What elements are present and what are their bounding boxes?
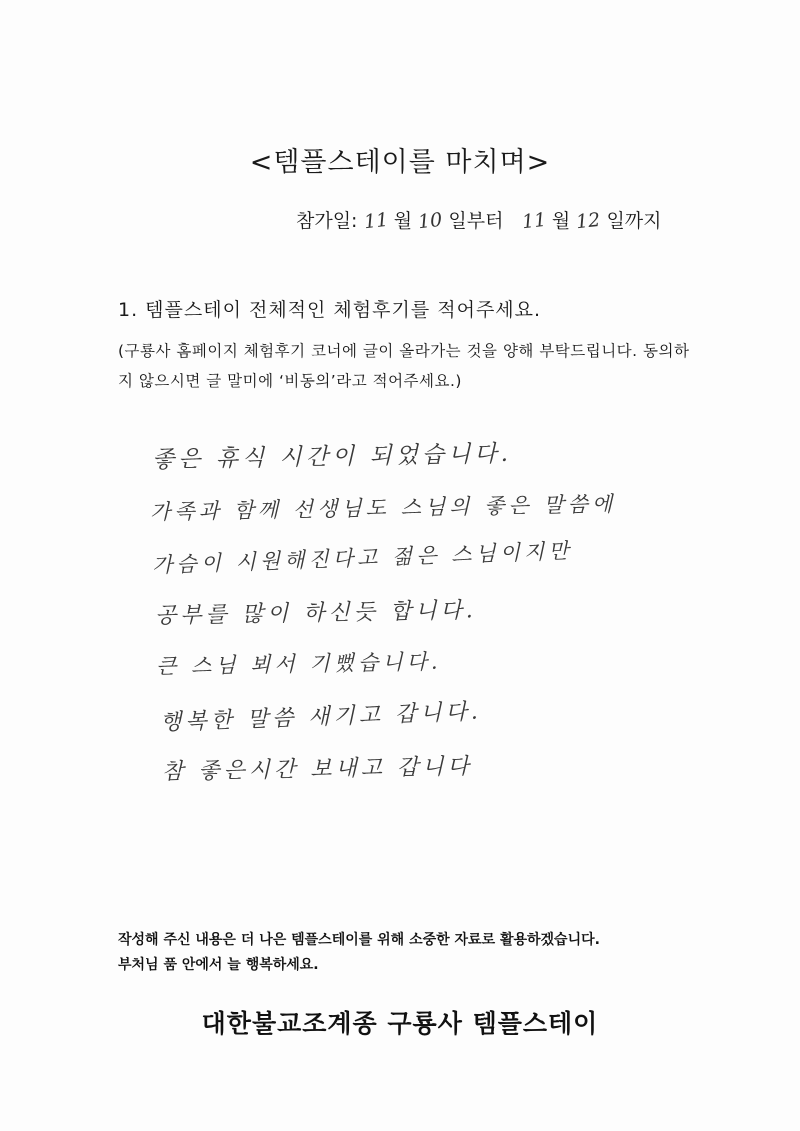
- month-unit-start: 월: [393, 210, 413, 232]
- from-text: 일부터: [448, 210, 504, 232]
- handwritten-line-4: 공부를 많이 하신듯 합니다.: [154, 598, 477, 629]
- consent-note: (구룡사 홈페이지 체험후기 코너에 글이 올라가는 것을 양해 부탁드립니다. 동의하지 않으시면 글 말미에 ‘비동의’라고 적어주세요.): [118, 342, 690, 390]
- end-month-handwritten: 11: [520, 208, 547, 234]
- footer-message: [118, 928, 600, 978]
- end-day-handwritten: 12: [575, 208, 602, 234]
- handwritten-line-7: 참 좋은시간 보내고 갑니다: [161, 754, 473, 785]
- handwritten-line-2: 가족과 함께 선생님도 스님의 좋은 말씀에: [149, 491, 617, 525]
- question-heading: 1. 템플스테이 전체적인 체험후기를 적어주세요.: [118, 299, 542, 321]
- handwritten-line-3: 가슴이 시원해진다고 젊은 스님이지만: [151, 538, 573, 578]
- until-text: 일까지: [606, 210, 662, 232]
- start-month-handwritten: 11: [362, 208, 389, 234]
- page-title: <템플스테이를 마치며>: [249, 147, 551, 178]
- handwritten-line-5: 큰 스님 뵈서 기뻤습니다.: [155, 649, 442, 679]
- footer-message-line-1: 작성해 주신 내용은 더 나은 템플스테이를 위해 소중한 자료로 활용하겠습니다.: [118, 932, 600, 948]
- start-day-handwritten: 10: [417, 208, 444, 234]
- handwritten-line-1: 좋은 휴식 시간이 되었습니다.: [151, 440, 513, 474]
- organization-name: 대한불교조계종 구룡사 템플스테이: [201, 1009, 599, 1038]
- participation-label: 참가일:: [296, 210, 358, 232]
- footer-message-line-2: 부처님 품 안에서 늘 행복하세요.: [118, 957, 319, 973]
- handwritten-line-6: 행복한 말씀 새기고 갑니다.: [159, 699, 483, 736]
- month-unit-end: 월: [551, 210, 571, 232]
